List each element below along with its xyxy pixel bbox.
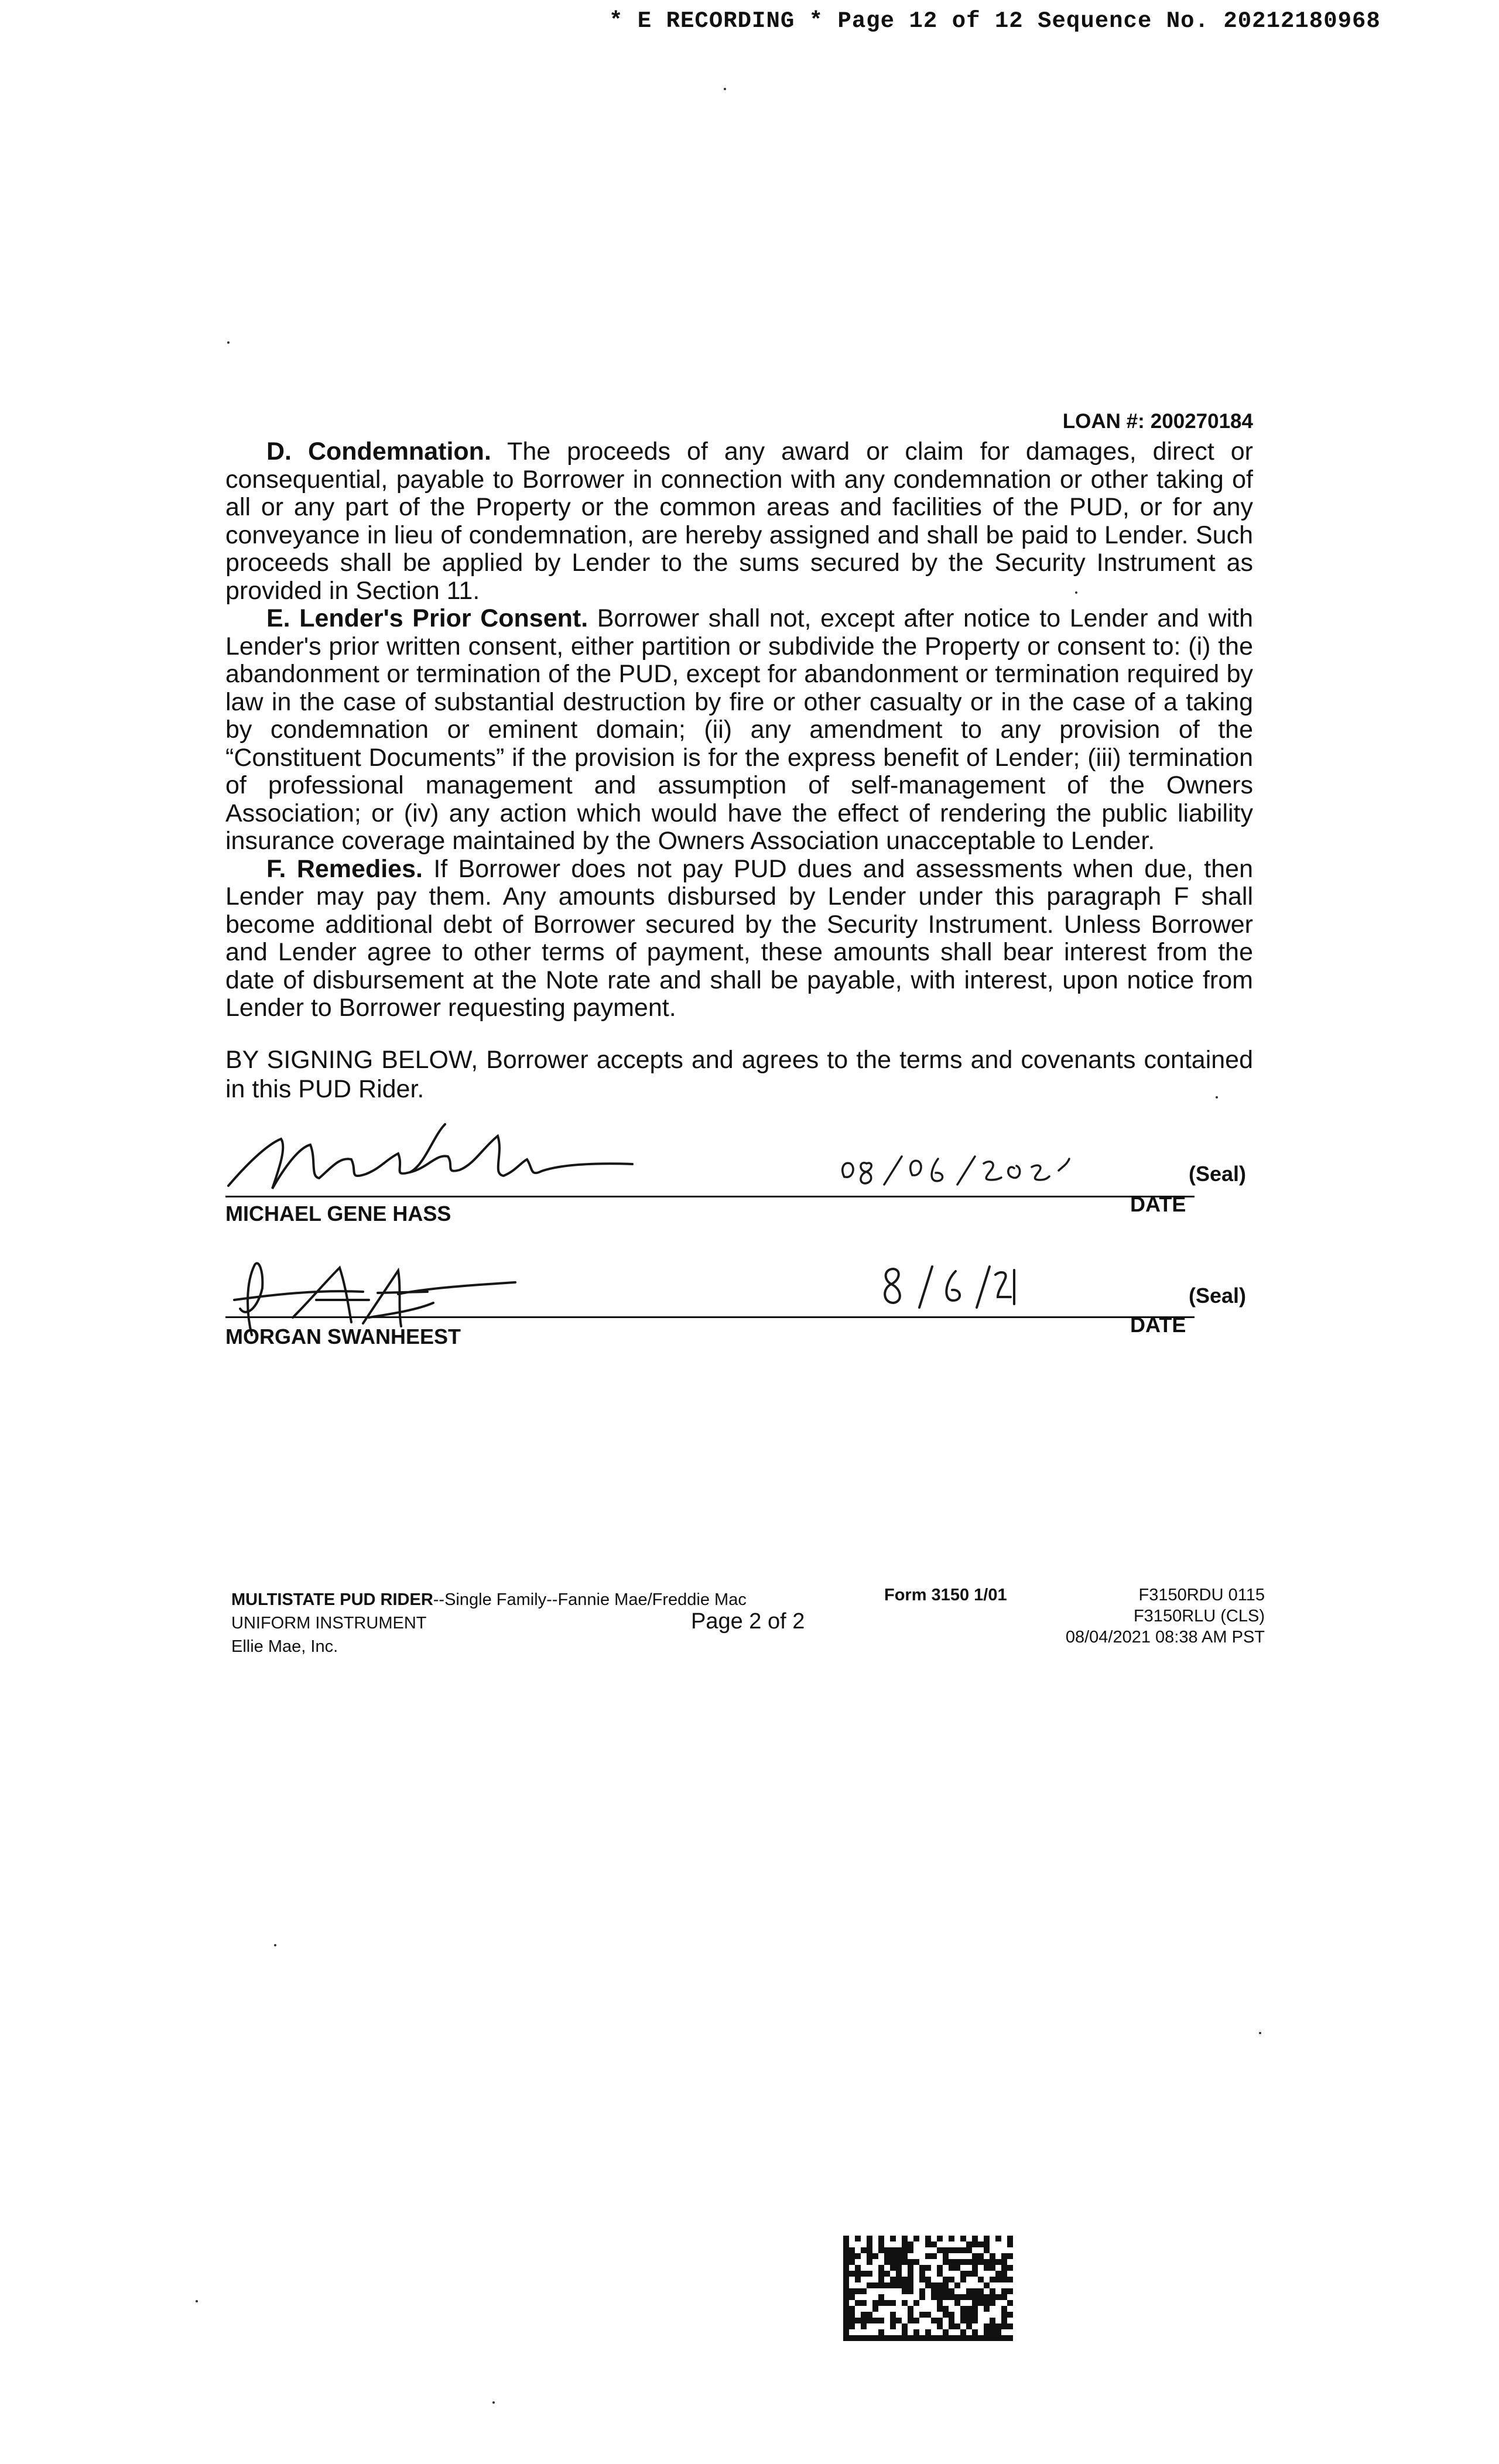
loan-label: LOAN #: [1062,410,1145,433]
company-name: Ellie Mae, Inc. [231,1637,338,1656]
loan-number-line [878,410,1253,433]
form-title: MULTISTATE PUD RIDER [231,1590,433,1609]
section-heading: D. Condemnation. [266,437,491,466]
signature-line-1 [225,1196,1195,1197]
date-label-1: DATE [1130,1192,1186,1216]
section-heading: F. Remedies. [266,854,423,883]
handwritten-date-1 [837,1151,1089,1192]
seal-label-1: (Seal) [1189,1162,1247,1186]
closing-statement: BY SIGNING BELOW, Borrower accepts and agrees to the terms and covenants contained in this PUD Rider. [225,1046,1253,1103]
section-condemnation [225,438,1253,605]
signer-name-2: MORGAN SWANHEEST [225,1325,461,1349]
form-code-1: F3150RDU 0115 [1138,1586,1265,1604]
signature-michael-gene-hass [223,1113,668,1200]
print-timestamp: 08/04/2021 08:38 AM PST [1065,1628,1265,1647]
signer-name-1: MICHAEL GENE HASS [225,1202,451,1226]
section-lenders-prior-consent [225,605,1253,855]
date-label-2: DATE [1130,1313,1186,1337]
page-number: Page 2 of 2 [691,1609,805,1634]
handwritten-date-2 [878,1262,1019,1312]
seal-label-2: (Seal) [1189,1284,1247,1308]
form-code-2: F3150RLU (CLS) [1133,1607,1265,1625]
loan-number: 200270184 [1150,410,1253,433]
section-remedies [225,855,1253,1022]
signature-line-2 [225,1316,1195,1318]
rider-body [225,438,1253,1022]
form-subtitle: --Single Family--Fannie Mae/Freddie Mac UNIFORM INSTRUMENT [231,1590,747,1633]
footer-codes [995,1585,1265,1648]
section-text: If Borrower does not pay PUD dues and assessments when due, then Lender may pay them. Any amounts disbursed by Lender under this paragraph F shall become additional debt of Borrower secured by the Security Instrument. Unless Borrower and Lender agree to other terms of payment, these amounts shall bear interest from the date of disbursement at the Note rate and shall be payable, with interest, upon notice from Lender to Borrower requesting payment. [225,854,1254,1022]
section-text: The proceeds of any award or claim for damages, direct or consequential, payable to Borrower in connection with any condemnation or other taking of all or any part of the Property or the common areas and facilities of the PUD, or for any conveyance in lieu of condemnation, are hereby assigned and shall be paid to Lender. Such proceeds shall be applied by Lender to the sums secured by the Security Instrument as provided in Section 11. [225,437,1253,605]
form-number: Form 3150 1/01 [884,1586,1007,1604]
datamatrix-barcode [843,2236,1013,2341]
section-text: Borrower shall not, except after notice to Lender and with Lender's prior written consent, either partition or subdivide the Property or consent to: (i) the abandonment or termination of the PUD, except for abandonment or termination required by law in the case of substantial destruction by fire or other casualty or in the case of a taking by condemnation or eminent domain; (ii) any amendment to any provision of the “Constituent Documents” if the provision is for the express benefit of Lender; (iii) termination of professional management and assumption of self-management of the Owners Association; or (iv) any action which would have the effect of rendering the public liability insurance coverage maintained by the Owners Association unacceptable to Lender. [225,604,1253,855]
section-heading: E. Lender's Prior Consent. [266,604,588,632]
recording-header: * E RECORDING * Page 12 of 12 Sequence No. 20212180968 [609,8,1381,34]
